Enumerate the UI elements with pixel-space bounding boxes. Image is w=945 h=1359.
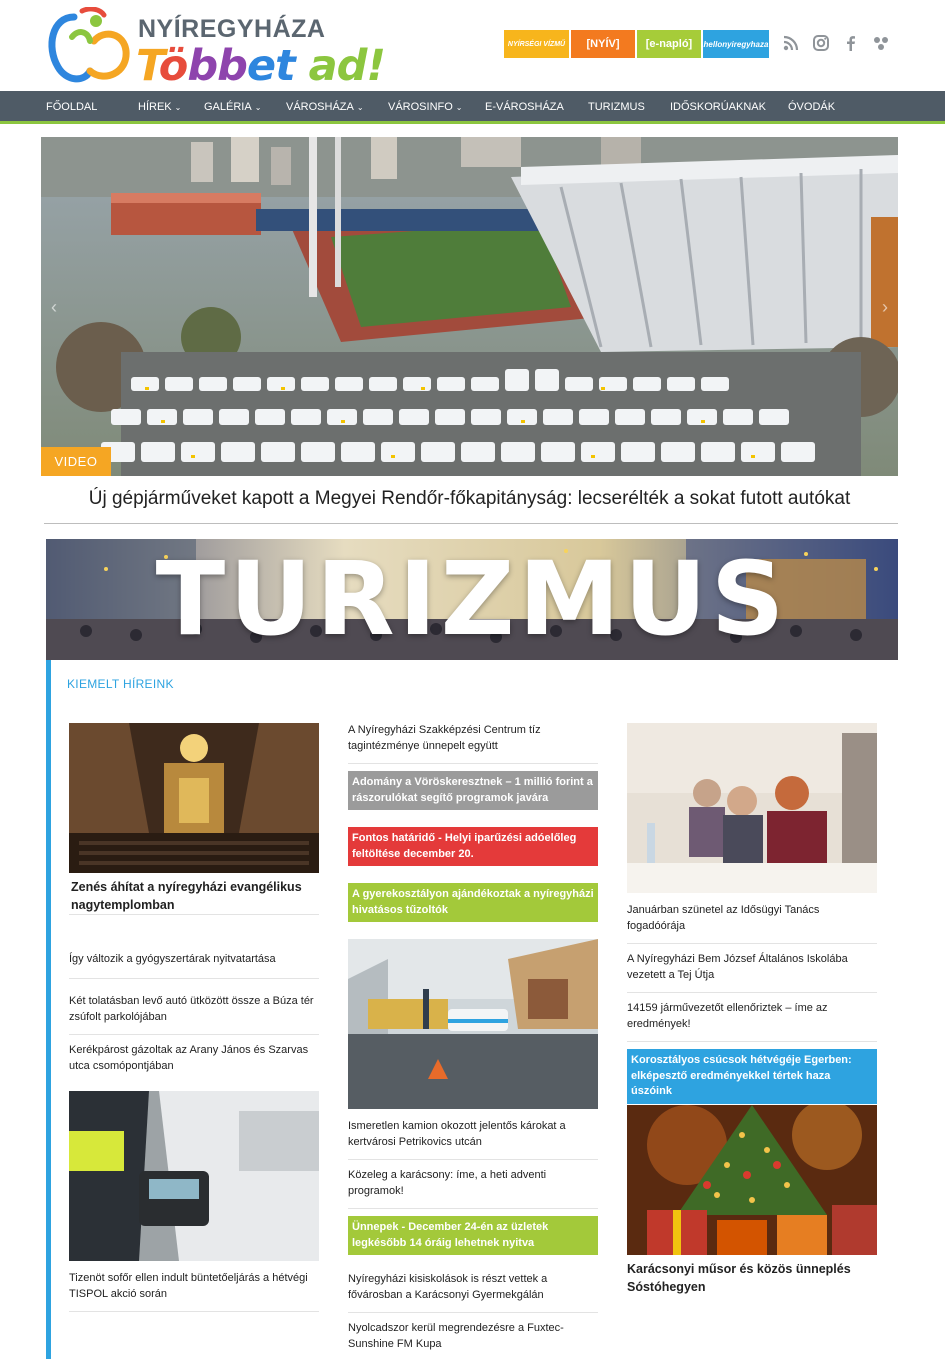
chevron-down-icon: ⌄ (356, 103, 364, 112)
news-link[interactable]: Tizenöt sofőr ellen indult büntetőeljárás a hétvégi TISPOL akció során (69, 1272, 308, 1300)
news-link[interactable]: 14159 járművezetőt ellenőriztek – íme az eredmények! (627, 1002, 828, 1030)
video-badge: VIDEO (41, 447, 111, 476)
chevron-down-icon: ⌄ (254, 103, 262, 112)
divider (627, 992, 877, 993)
divider (348, 763, 598, 764)
police-check-photo (69, 1091, 319, 1261)
divider (627, 943, 877, 944)
nav-item-varoshaza[interactable]: VÁROSHÁZA ⌄ (286, 101, 364, 113)
facebook-icon[interactable] (842, 32, 860, 54)
news-link[interactable]: Így változik a gyógyszertárak nyitvatartása (69, 953, 276, 965)
instagram-icon[interactable] (812, 32, 830, 54)
featured-news-section (46, 660, 898, 1359)
nav-item-idoskoruaknak[interactable]: IDŐSKORÚAKNAK (670, 101, 766, 113)
divider (348, 1208, 598, 1209)
tourism-banner[interactable] (46, 539, 898, 660)
highlight-news-link[interactable]: Fontos határidő - Helyi iparűzési adóelőleg feltöltése december 20. (348, 827, 598, 866)
partner-link-hellonyiregyhaza[interactable]: hellonyiregyhaza (703, 30, 769, 58)
senior-council-photo (627, 723, 877, 893)
divider (348, 1312, 598, 1313)
divider (69, 1311, 319, 1312)
highlight-news-link[interactable]: Korosztályos csúcsok hétvégéje Egerben: elképesztő eredményekkel tértek haza úszóink (627, 1049, 877, 1104)
hero-title-link[interactable]: Új gépjárműveket kapott a Megyei Rendőr-főkapitányság: lecserélték a sokat futott autókat (88, 488, 851, 509)
chevron-down-icon: ⌄ (174, 103, 182, 112)
news-link[interactable]: Januárban szünetel az Idősügyi Tanács fogadóórája (627, 904, 820, 932)
slider-prev-icon[interactable]: ‹ (51, 297, 57, 317)
foursquare-icon[interactable] (872, 32, 890, 54)
divider (44, 523, 898, 524)
slider-next-icon[interactable]: › (882, 297, 888, 317)
news-link[interactable]: Nyíregyházi kisiskolások is részt vettek a fővárosban a Karácsonyi Gyermekgálán (348, 1273, 548, 1301)
news-image-police-check[interactable] (69, 1091, 319, 1261)
news-image-senior-council[interactable] (627, 723, 877, 893)
partner-link-vizmu[interactable]: NYÍRSÉGI VÍZMŰ (504, 30, 569, 58)
partner-link-nyiv[interactable]: [NYÍV] (571, 30, 635, 58)
news-link-lead-col3[interactable]: Karácsonyi műsor és közös ünneplés Sóstóhegyen (627, 1262, 851, 1294)
nav-item-galeria[interactable]: GALÉRIA ⌄ (204, 101, 262, 113)
divider (69, 978, 319, 979)
logo-mark-icon (44, 7, 134, 85)
site-header (0, 0, 945, 91)
social-links (782, 32, 890, 54)
rss-icon[interactable] (782, 32, 800, 54)
news-link-lead-col1[interactable]: Zenés áhítat a nyíregyházi evangélikus nagytemplomban (71, 880, 302, 912)
church-photo (69, 723, 319, 873)
news-link[interactable]: Két tolatásban levő autó ütközött össze a Búza tér zsúfolt parkolójában (69, 995, 314, 1023)
news-link[interactable]: Ismeretlen kamion okozott jelentős károkat a kertvárosi Petrikovics utcán (348, 1120, 566, 1148)
news-link[interactable]: A Nyíregyházi Bem József Általános Iskolába vezetett a Tej Útja (627, 953, 848, 981)
logo-slogan: Többet ad! (136, 41, 386, 91)
nav-item-turizmus[interactable]: TURIZMUS (588, 101, 645, 113)
nav-item-varosinfo[interactable]: VÁROSINFO ⌄ (388, 101, 463, 113)
nav-item-fooldal[interactable]: FŐOLDAL (46, 101, 98, 113)
news-link[interactable]: Nyolcadszor kerül megrendezésre a Fuxtec-Sunshine FM Kupa (348, 1322, 564, 1350)
chevron-down-icon: ⌄ (455, 103, 463, 112)
tourism-banner-title: TURIZMUS (155, 540, 789, 659)
divider (348, 1159, 598, 1160)
news-link[interactable]: Kerékpárost gázoltak az Arany János és Szarvas utca csomópontjában (69, 1044, 309, 1072)
divider (69, 914, 319, 915)
highlight-news-link[interactable]: Adomány a Vöröskeresztnek – 1 millió forint a rászorulókat segítő programok javára (348, 771, 598, 810)
partner-link-enaplo[interactable]: [e-napló] (637, 30, 701, 58)
highlight-news-link[interactable]: A gyerekosztályon ajándékoztak a nyíregyházi hivatásos tűzoltók (348, 883, 598, 922)
street-damage-photo (348, 939, 598, 1109)
christmas-photo (627, 1105, 877, 1255)
divider (627, 1041, 877, 1042)
divider (69, 1034, 319, 1035)
news-image-christmas[interactable] (627, 1105, 877, 1255)
partner-links (504, 30, 769, 58)
main-navigation (0, 91, 945, 124)
highlight-news-link[interactable]: Ünnepek - December 24-én az üzletek legkésőbb 14 óráig lehetnek nyitva (348, 1216, 598, 1255)
hero-image (41, 137, 898, 476)
nav-item-hirek[interactable]: HÍREK ⌄ (138, 101, 182, 113)
logo-city-name: NYÍREGYHÁZA (138, 15, 326, 43)
site-logo[interactable] (44, 5, 386, 91)
news-image-church[interactable] (69, 723, 319, 873)
nav-item-e-varoshaza[interactable]: E-VÁROSHÁZA (485, 101, 564, 113)
news-link[interactable]: Közeleg a karácsony: íme, a heti adventi programok! (348, 1169, 547, 1197)
section-title: KIEMELT HÍREINK (67, 677, 174, 691)
news-link[interactable]: A Nyíregyházi Szakképzési Centrum tíz tagintézménye ünnepelt együtt (348, 724, 541, 752)
hero-slider[interactable] (41, 137, 898, 476)
news-image-truck-damage[interactable] (348, 939, 598, 1109)
nav-item-ovodak[interactable]: ÓVODÁK (788, 101, 836, 113)
